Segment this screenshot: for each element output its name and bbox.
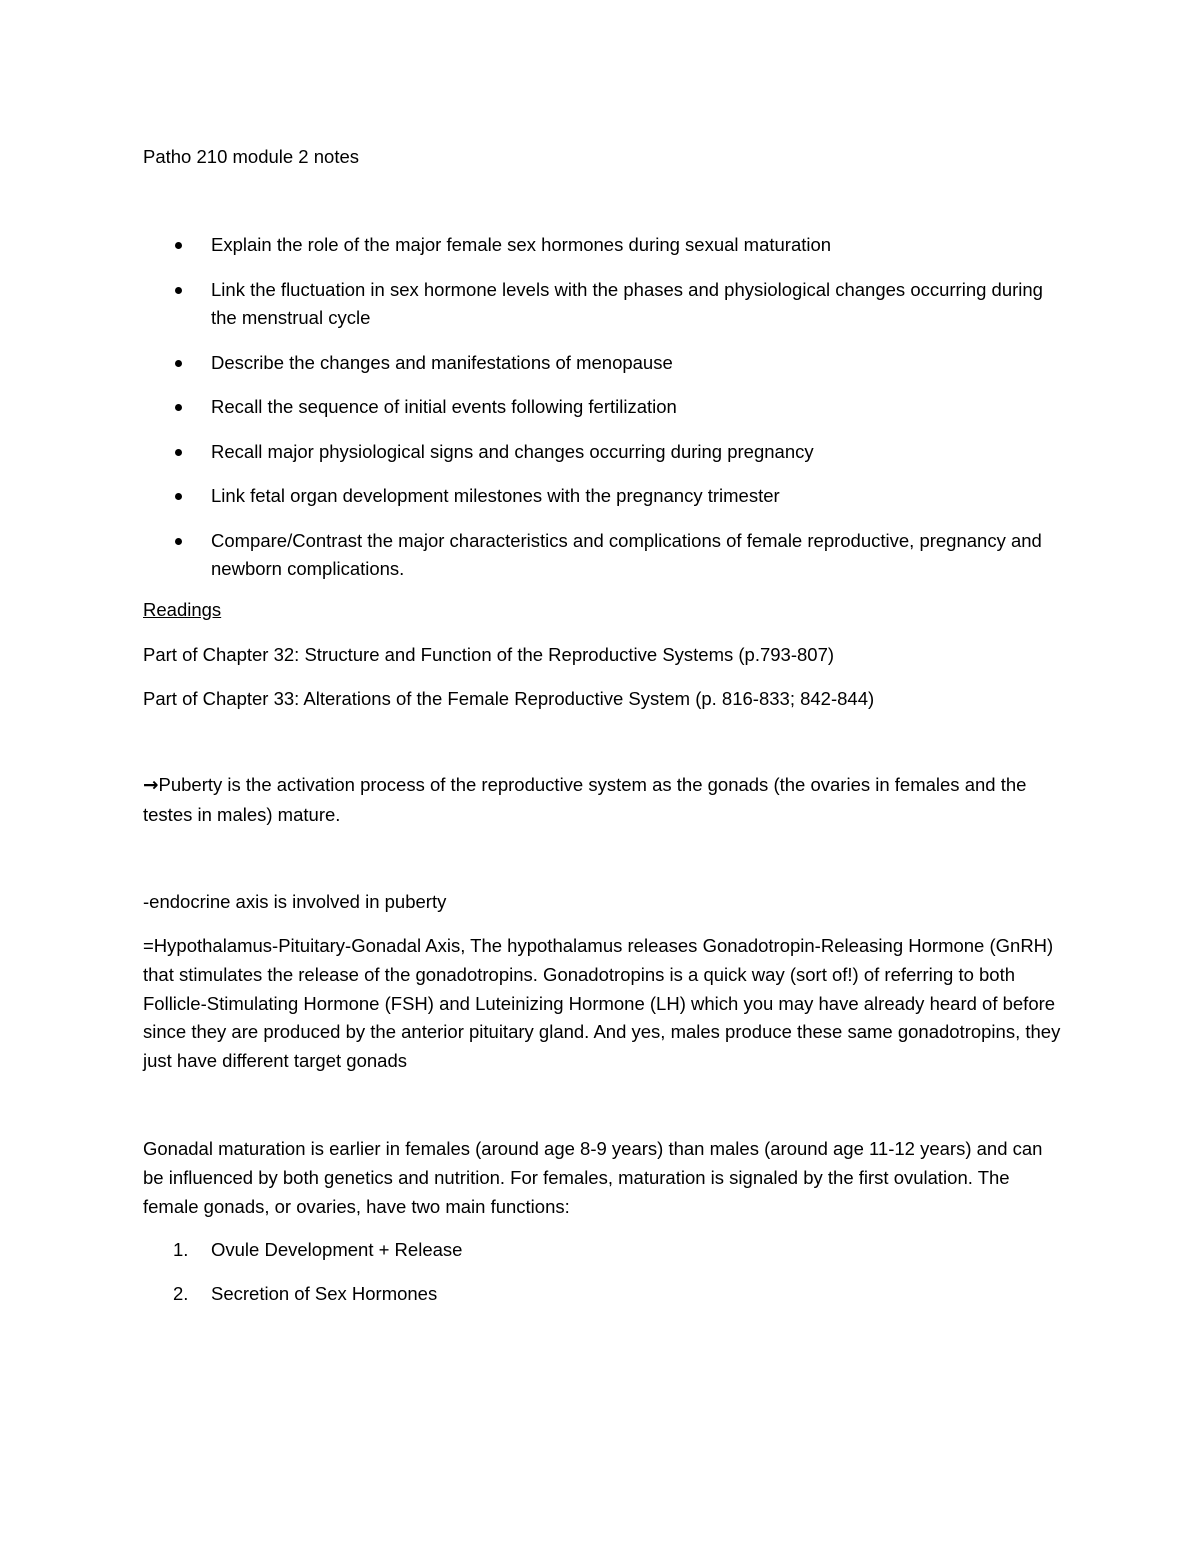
reading-chapter-33: Part of Chapter 33: Alterations of the Female Reproductive System (p. 816-833; 842-844) [143,688,875,709]
document-title: Patho 210 module 2 notes [143,146,359,167]
objective-item [143,527,1063,584]
objective-item [143,276,1063,333]
objective-text: Recall major physiological signs and changes occurring during pregnancy [211,440,814,462]
function-text: Secretion of Sex Hormones [211,1282,438,1304]
bullet-icon [175,493,182,500]
bullet-icon [175,404,182,411]
objective-item [143,438,1063,467]
list-number: 1. [173,1239,189,1260]
readings-heading: Readings [143,599,222,620]
list-number: 2. [173,1282,189,1304]
bullet-icon [175,242,182,249]
bullet-icon [175,287,182,294]
bullet-icon [175,538,182,545]
objective-item [143,393,1063,422]
puberty-text: Puberty is the activation process of the reproductive system as the gonads (the ovaries in females and the testes in males) mature. [143,774,1027,825]
learning-objectives-list [143,231,1063,600]
objective-item [143,231,1063,260]
endocrine-axis-line: -endocrine axis is involved in puberty [143,891,447,912]
objective-item [143,482,1063,511]
reading-chapter-32: Part of Chapter 32: Structure and Function of the Reproductive Systems (p.793-807) [143,644,835,665]
function-item [143,1282,462,1306]
puberty-paragraph [143,771,1068,830]
function-item [143,1238,462,1262]
hpg-axis-paragraph: =Hypothalamus-Pituitary-Gonadal Axis, The hypothalamus releases Gonadotropin-Releasing Hormone (GnRH) that stimulates the release of the gonadotropins. Gonadotropins is a quick way (sort of!) of referring to both Follicle-Stimulating Hormone (FSH) and Luteinizing Hormone (LH) which you may have already heard of before since they are produced by the anterior pituitary gland. And yes, males produce these same gonadotropins, they just have different target gonads [143,935,1061,1072]
arrow-right-icon: → [143,775,159,796]
objective-text: Recall the sequence of initial events following fertilization [211,396,677,417]
objective-text: Compare/Contrast the major characteristics and complications of female reproductive, pregnancy and newborn complications. [211,529,1042,579]
objective-item [143,349,1063,378]
objective-text: Link fetal organ development milestones with the pregnancy trimester [211,485,780,506]
ovary-functions-list [143,1238,462,1325]
objective-text: Explain the role of the major female sex hormones during sexual maturation [211,234,832,255]
objective-text: Describe the changes and manifestations of menopause [211,351,673,373]
function-text: Ovule Development + Release [211,1239,463,1260]
bullet-icon [175,360,182,367]
bullet-icon [175,449,182,456]
objective-text: Link the fluctuation in sex hormone levels with the phases and physiological changes occurring during the menstrual cycle [211,278,1043,328]
gonadal-maturation-paragraph: Gonadal maturation is earlier in females (around age 8-9 years) than males (around age 11-12 years) and can be influenced by both genetics and nutrition. For females, maturation is signaled by the first ovulation. The female gonads, or ovaries, have two main functions: [143,1138,1043,1217]
